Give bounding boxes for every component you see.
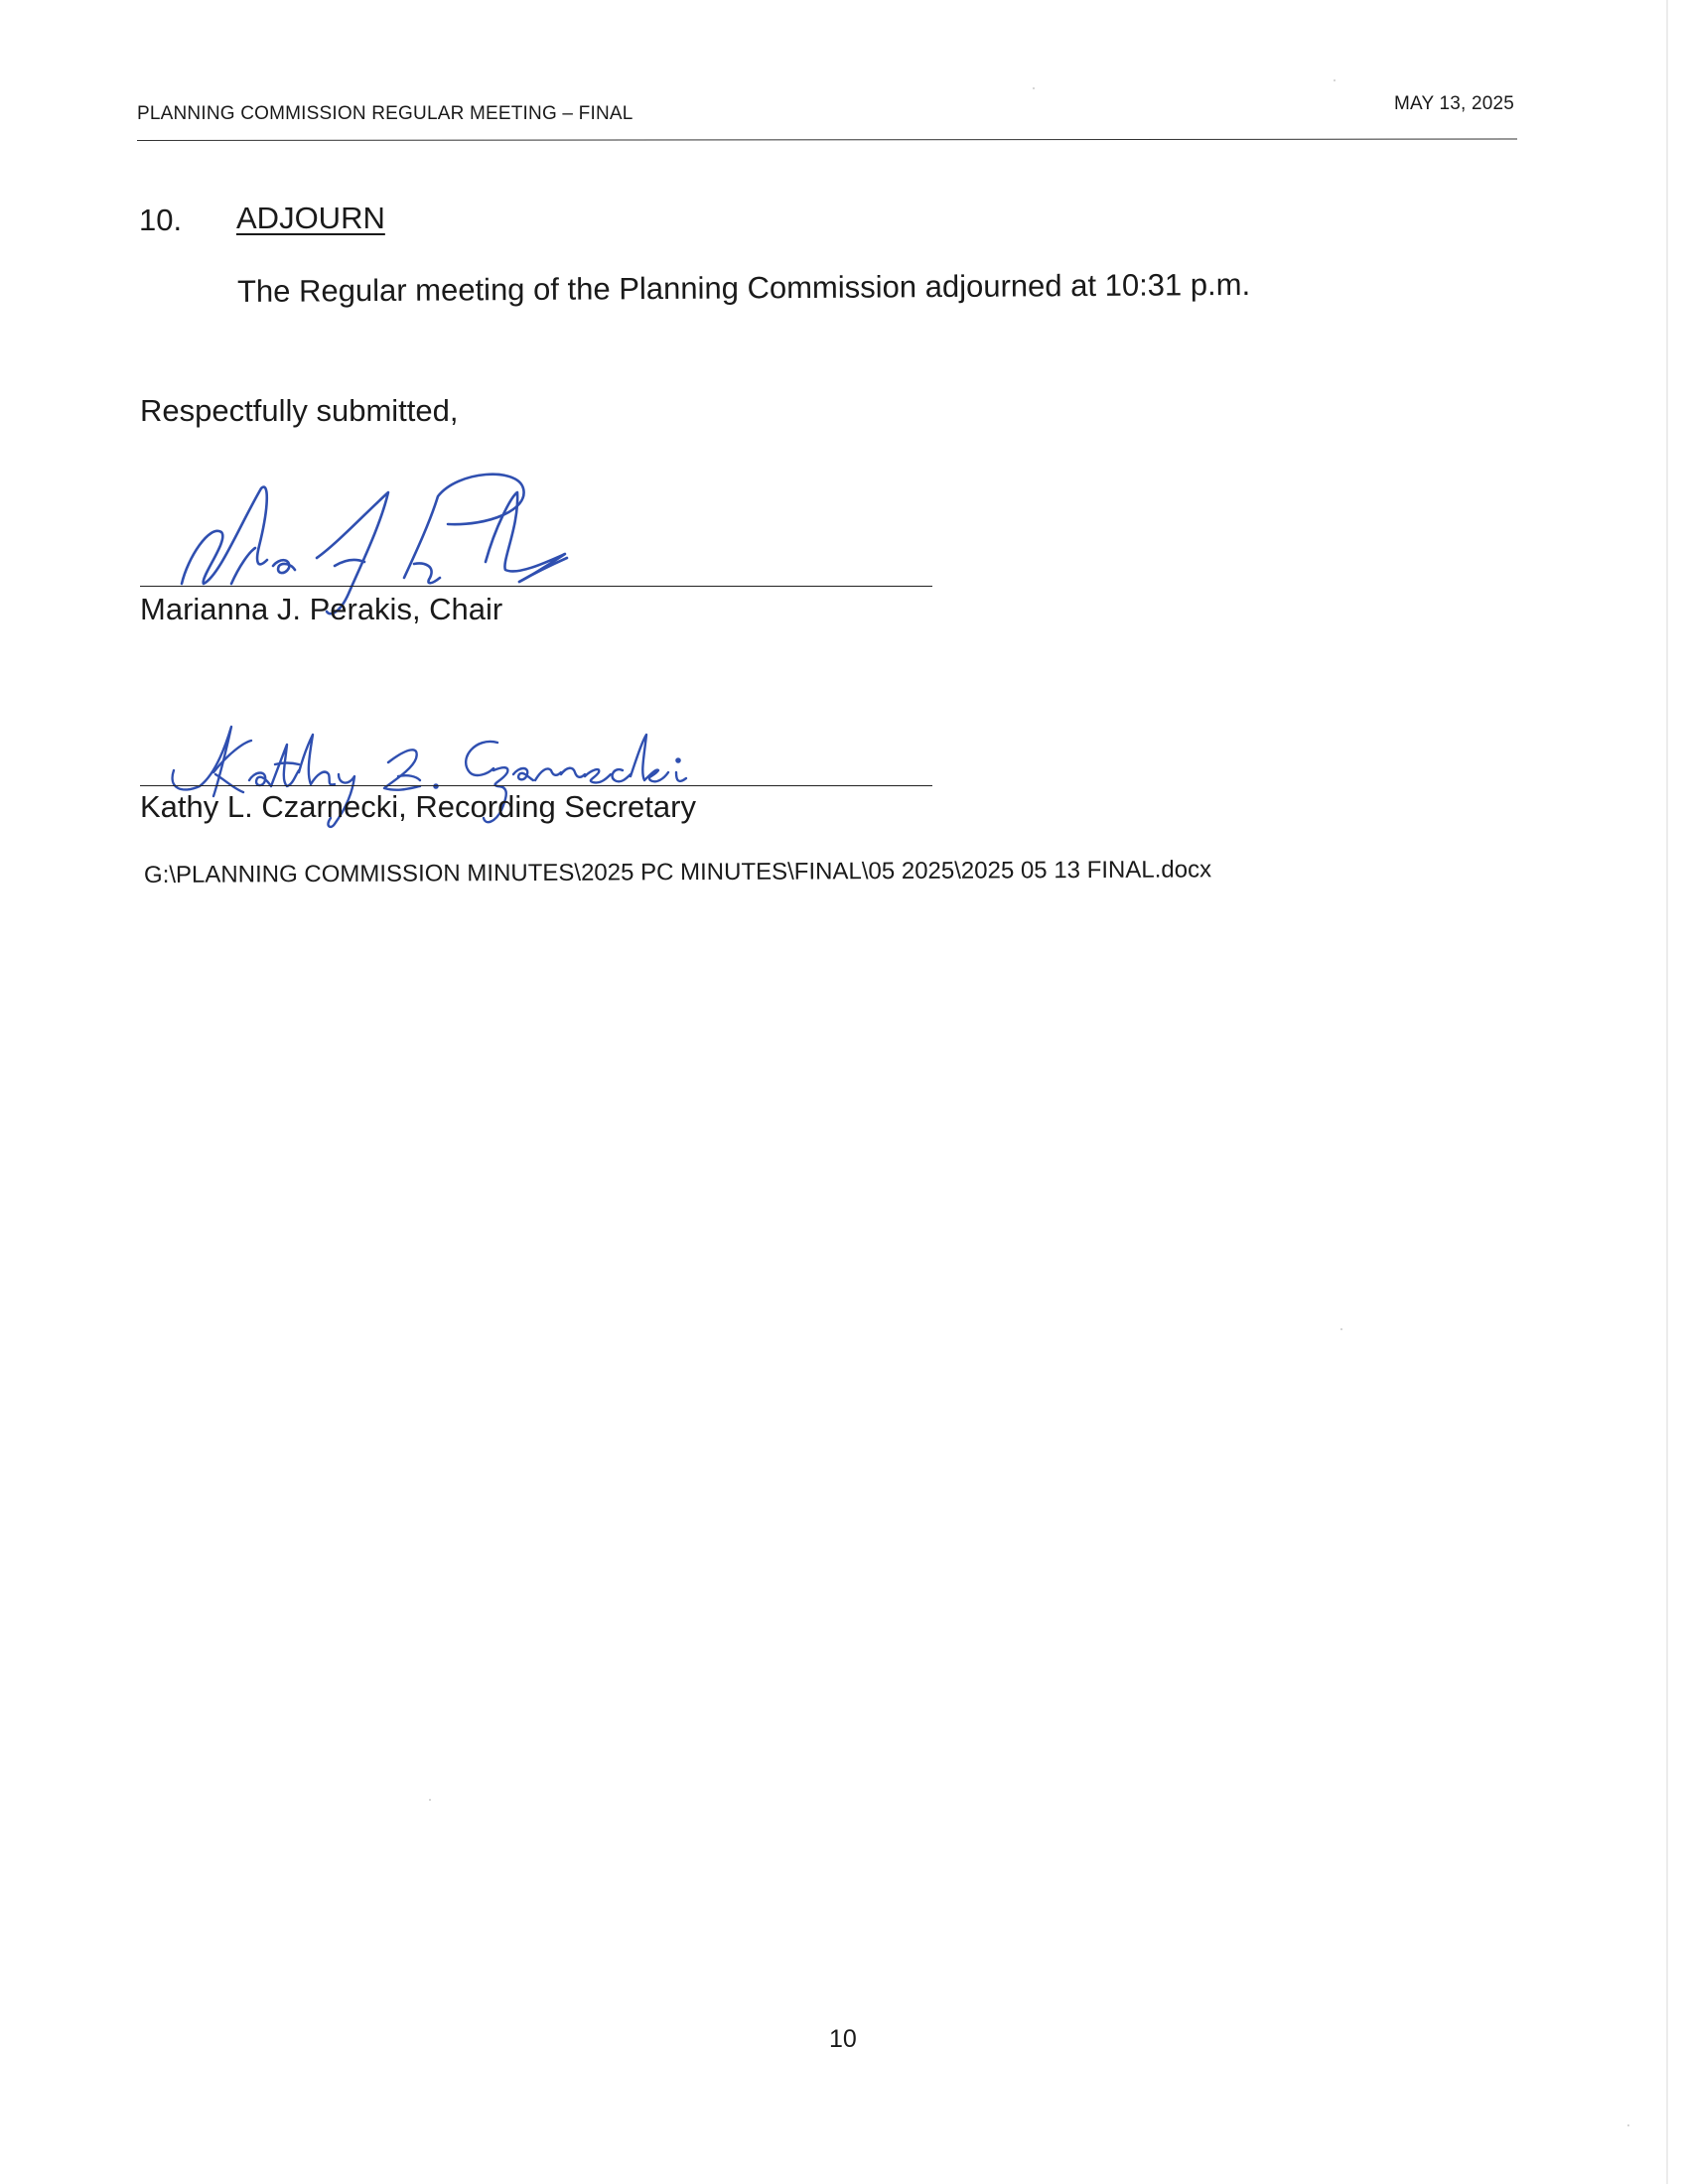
chair-name: Marianna J. Perakis, Chair (140, 592, 503, 626)
header-title: PLANNING COMMISSION REGULAR MEETING – FINAL (137, 103, 633, 124)
scan-speck (1334, 79, 1336, 81)
secretary-signature-line (140, 785, 932, 786)
scan-speck (1033, 87, 1035, 89)
header-divider (137, 139, 1517, 141)
secretary-signature-block (140, 695, 934, 834)
section-title: ADJOURN (236, 201, 385, 235)
scan-speck (1627, 2124, 1629, 2126)
adjournment-statement: The Regular meeting of the Planning Commission adjourned at 10:31 p.m. (236, 266, 1251, 309)
chair-signature-block (140, 467, 934, 635)
document-file-path: G:\PLANNING COMMISSION MINUTES\2025 PC MINUTES\FINAL\05 2025\2025 05 13 FINAL.docx (143, 856, 1212, 888)
closing-salutation: Respectfully submitted, (140, 393, 459, 428)
chair-signature-line (140, 586, 932, 587)
secretary-name: Kathy L. Czarnecki, Recording Secretary (140, 789, 696, 824)
scan-speck (1340, 1328, 1342, 1330)
page-number: 10 (829, 2025, 857, 2053)
scan-speck (429, 1799, 431, 1801)
header-date: MAY 13, 2025 (1394, 93, 1515, 114)
section-number: 10. (139, 203, 183, 237)
page-edge-shadow (1666, 0, 1668, 2184)
